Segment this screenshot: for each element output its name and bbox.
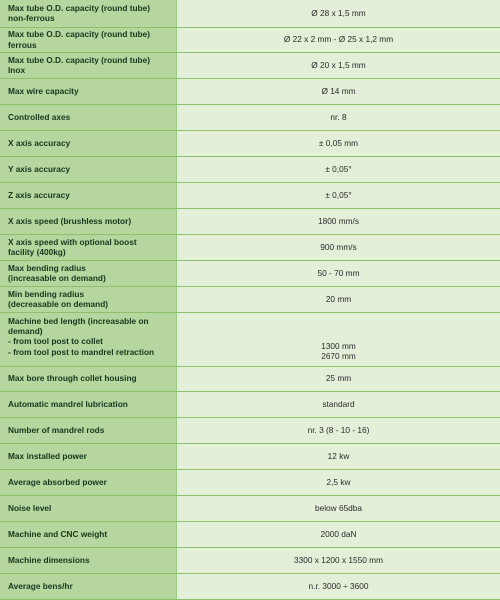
table-row [0, 27, 500, 52]
spec-label: Machine dimensions [0, 547, 177, 573]
spec-value: 2,5 kw [177, 469, 500, 495]
table-row [0, 366, 500, 391]
table-row [0, 417, 500, 443]
spec-label: Automatic mandrel lubrication [0, 391, 177, 417]
spec-label: Machine bed length (increasable on demand) - from tool post to collet - from tool post to mandrel retraction [0, 312, 177, 366]
table-row [0, 182, 500, 208]
table-row [0, 547, 500, 573]
spec-label: Max wire capacity [0, 78, 177, 104]
table-row [0, 78, 500, 104]
spec-label: Max tube O.D. capacity (round tube) ferrous [0, 27, 177, 52]
spec-label: Z axis accuracy [0, 182, 177, 208]
spec-value: 2000 daN [177, 521, 500, 547]
spec-value: 25 mm [177, 366, 500, 391]
spec-label: Controlled axes [0, 104, 177, 130]
table-row [0, 521, 500, 547]
spec-label: X axis speed (brushless motor) [0, 208, 177, 234]
spec-label: Number of mandrel rods [0, 417, 177, 443]
spec-label: Max tube O.D. capacity (round tube) Inox [0, 52, 177, 78]
spec-label: Noise level [0, 495, 177, 521]
spec-value: Ø 22 x 2 mm - Ø 25 x 1,2 mm [177, 27, 500, 52]
table-row [0, 469, 500, 495]
spec-label: X axis accuracy [0, 130, 177, 156]
table-row [0, 443, 500, 469]
table-row [0, 312, 500, 366]
table-row [0, 104, 500, 130]
spec-label: Max bending radius (increasable on demand) [0, 260, 177, 286]
table-row [0, 234, 500, 260]
spec-value: Ø 28 x 1,5 mm [177, 0, 500, 27]
spec-value: 1800 mm/s [177, 208, 500, 234]
spec-label: Average bens/hr [0, 573, 177, 599]
table-row [0, 156, 500, 182]
spec-value: ± 0,05° [177, 156, 500, 182]
spec-label: Max bore through collet housing [0, 366, 177, 391]
spec-label: Max installed power [0, 443, 177, 469]
spec-value: n.r. 3000 ÷ 3600 [177, 573, 500, 599]
spec-value: 3300 x 1200 x 1550 mm [177, 547, 500, 573]
table-row [0, 52, 500, 78]
spec-value: ± 0,05° [177, 182, 500, 208]
spec-value: 900 mm/s [177, 234, 500, 260]
spec-value: nr. 8 [177, 104, 500, 130]
table-row [0, 573, 500, 599]
spec-label: Average absorbed power [0, 469, 177, 495]
spec-value: Ø 20 x 1,5 mm [177, 52, 500, 78]
table-row [0, 495, 500, 521]
spec-label: Max tube O.D. capacity (round tube) non-ferrous [0, 0, 177, 27]
table-row [0, 260, 500, 286]
spec-label: Machine and CNC weight [0, 521, 177, 547]
table-row [0, 391, 500, 417]
table-row [0, 208, 500, 234]
spec-value: 20 mm [177, 286, 500, 312]
spec-label: Min bending radius (decreasable on demand) [0, 286, 177, 312]
spec-value: below 65dba [177, 495, 500, 521]
spec-value: Ø 14 mm [177, 78, 500, 104]
table-row [0, 130, 500, 156]
spec-label: Y axis accuracy [0, 156, 177, 182]
spec-value: nr. 3 (8 - 10 - 16) [177, 417, 500, 443]
table-row [0, 0, 500, 27]
spec-value: 12 kw [177, 443, 500, 469]
spec-value: ± 0,05 mm [177, 130, 500, 156]
table-row [0, 286, 500, 312]
spec-label: X axis speed with optional boost facility (400kg) [0, 234, 177, 260]
spec-value: standard [177, 391, 500, 417]
spec-value: 50 - 70 mm [177, 260, 500, 286]
spec-value: 1300 mm 2670 mm [177, 312, 500, 366]
